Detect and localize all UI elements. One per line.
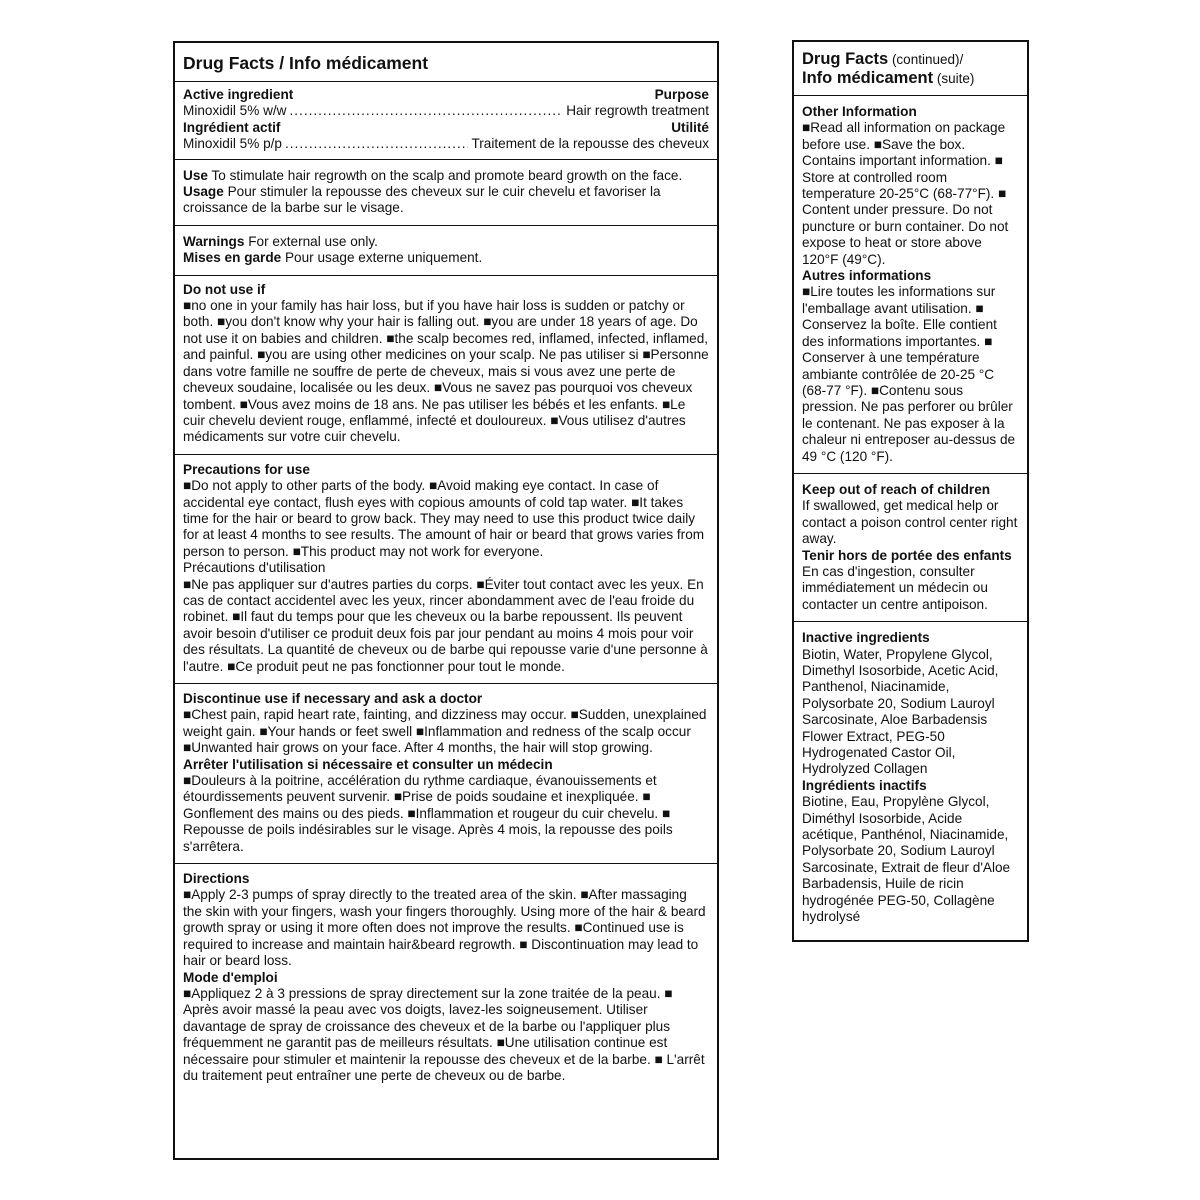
use-section [175, 159, 717, 225]
other-information-heading-fr: Autres informations [802, 268, 932, 284]
active-ingredient-value: Minoxidil 5% w/w [183, 103, 287, 119]
precautions-section [175, 454, 717, 683]
keep-out-heading: Keep out of reach of children [802, 481, 991, 497]
precautions-heading: Precautions for use [183, 461, 310, 477]
title-en: Drug Facts [802, 50, 889, 68]
directions-section [175, 863, 717, 1090]
do-not-use-section [175, 275, 717, 454]
warnings-label: Warnings [183, 233, 245, 249]
title-fr-suffix: (suite) [933, 71, 975, 86]
directions-text-fr: ■Appliquez 2 à 3 pressions de spray directement sur la zone traitée de la peau. ■ Après avoir massé la peau avec vos doigts, lavez-les soigneusement. Utiliser davantage de spray de croissance des cheveux et de la barbe ou l'appliquer plus fréquemment ne garantit pas de meilleurs résultats. ■Une utilisation continue est nécessaire pour stimuler et maintenir la repousse des cheveux et de la barbe. ■ L'arrêt du traitement peut entraîner une perte de cheveux ou de barbe. [183, 985, 705, 1083]
other-information-text-fr: ■Lire toutes les informations sur l'emballage avant utilisation. ■ Conservez la boîte. Elle contient des informations importantes. ■ Conserver à une température ambiante contrôlée de 20-25 °C (68-77 °F). ■Contenu sous pression. Ne pas perforer ou brûler le contenant. Ne pas exposer à la chaleur ni entreposer au-dessus de 49 °C (120 °F). [802, 284, 1016, 464]
leader-dots [285, 136, 468, 152]
inactive-ingredients-text-fr: Biotine, Eau, Propylène Glycol, Diméthyl Isosorbide, Acide acétique, Panthénol, Niacinamide, Polysorbate 20, Sodium Lauroyl Sarcosinate, Extrait de fleur d'Aloe Barbadensis, Huile de ricin hydrogénée PEG-50, Collagène hydrolysé [802, 794, 1011, 925]
discontinue-text-fr: ■Douleurs à la poitrine, accélération du rythme cardiaque, évanouissements et étourdissements peuvent survenir. ■Prise de poids soudaine et inexpliquée. ■ Gonflement des mains ou des pieds. ■Inflammation et rougeur du cuir chevelu. ■ Repousse de poils indésirables sur le visage. Après 4 mois, la repousse des poils s'arrêtera. [183, 773, 673, 854]
drug-facts-title: Drug Facts / Info médicament [183, 53, 429, 73]
do-not-use-heading: Do not use if [183, 281, 266, 297]
warnings-section [175, 225, 717, 275]
active-ingredient-value-fr: Minoxidil 5% p/p [183, 136, 282, 152]
discontinue-heading-fr: Arrêter l'utilisation si nécessaire et consulter un médecin [183, 756, 553, 772]
directions-text: ■Apply 2-3 pumps of spray directly to the treated area of the skin. ■After massaging the skin with your fingers, wash your fingers thoroughly. Using more of the hair & beard growth spray or using it more often does not improve the results. ■Continued use is required to increase and maintain hair&beard regrowth. ■ Discontinuation may lead to hair or beard loss. [183, 887, 706, 969]
warnings-label-fr: Mises en garde [183, 250, 282, 266]
other-information-text: ■Read all information on package before use. ■Save the box. Contains important information. ■ Store at controlled room temperature 20-25°C (68-77°F). ■ Content under pressure. Do not puncture or burn container. Do not expose to heat or store above 120°F (49°C). [802, 120, 1009, 267]
other-information-section [794, 95, 1027, 473]
leader-dots [290, 103, 564, 119]
warnings-text-fr: Pour usage externe uniquement. [281, 250, 483, 266]
drug-facts-continued-panel [792, 40, 1029, 942]
directions-heading: Directions [183, 871, 250, 887]
discontinue-section [175, 683, 717, 863]
discontinue-heading: Discontinue use if necessary and ask a doctor [183, 691, 483, 706]
usage-text: Pour stimuler la repousse des cheveux sur le cuir chevelu et favoriser la croissance de la barbe sur le visage. [183, 184, 661, 216]
precautions-text: ■Do not apply to other parts of the body. ■Avoid making eye contact. In case of accidental eye contact, flush eyes with copious amounts of cold tap water. ■It takes time for the hair or beard to grow back. They may need to use this product twice daily for at least 4 months to see results. The amount of hair or beard that grows varies from person to person. ■This product may not work for everyone. [183, 478, 705, 559]
discontinue-text: ■Chest pain, rapid heart rate, fainting, and dizziness may occur. ■Sudden, unexplained weight gain. ■Your hands or feet swell ■Inflammation and redness of the scalp occur ■Unwanted hair grows on your face. After 4 months, the hair will stop growing. [183, 707, 707, 756]
precautions-heading-fr: Précautions d'utilisation [183, 560, 326, 576]
do-not-use-text: ■no one in your family has hair loss, but if you have hair loss is sudden or patchy or both. ■you don't know why your hair is falling out. ■you are under 18 years of age. Do not use it on babies and children. ■the scalp becomes red, inflamed, infected, inflamed, and painful. ■you are using other medicines on your scalp. Ne pas utiliser si ■Personne dans votre famille ne souffre de perte de cheveux, mais si vous avez une perte de cheveux soudaine, localisée ou les deux. ■Vous ne savez pas pourquoi vos cheveux tombent. ■Vous avez moins de 18 ans. Ne pas utiliser les bébés et les enfants. ■Le cuir chevelu devient rouge, enflammé, infecté et douloureux. ■Vous utilisez d'autres médicaments sur votre cuir chevelu. [183, 298, 709, 445]
keep-out-text: If swallowed, get medical help or contact a poison control center right away. [802, 498, 1018, 547]
keep-out-text-fr: En cas d'ingestion, consulter immédiatement un médecin ou contacter un centre antipoison. [802, 563, 988, 612]
drug-facts-panel [173, 41, 719, 1160]
active-ingredient-label: Active ingredient [183, 87, 294, 102]
title-en-suffix: (continued)/ [888, 52, 964, 67]
purpose-value-fr: Traitement de la repousse des cheveux [471, 136, 709, 152]
purpose-label: Purpose [654, 87, 709, 102]
title-fr: Info médicament [802, 69, 934, 87]
active-ingredient-section [175, 81, 717, 159]
keep-out-of-reach-section [794, 473, 1027, 621]
other-information-heading: Other Information [802, 104, 917, 119]
active-ingredient-label-fr: Ingrédient actif [183, 119, 281, 135]
use-text: To stimulate hair regrowth on the scalp and promote beard growth on the face. [207, 167, 683, 183]
use-label: Use [183, 167, 208, 183]
inactive-ingredients-section [794, 621, 1027, 931]
purpose-label-fr: Utilité [671, 119, 709, 135]
drug-facts-continued-title [794, 42, 1027, 95]
usage-label: Usage [183, 184, 224, 200]
keep-out-heading-fr: Tenir hors de portée des enfants [802, 547, 1012, 563]
precautions-text-fr: ■Ne pas appliquer sur d'autres parties du corps. ■Éviter tout contact avec les yeux. En cas de contact accidentel avec les yeux, rincer abondamment avec de l'eau froide du robinet. ■Il faut du temps pour que les cheveux ou la barbe repoussent. Ils peuvent avoir besoin d'utiliser ce produit deux fois par jour pendant au moins 4 mois pour voir des résultats. La quantité de cheveux ou de barbe qui repousse varie d'une personne à l'autre. ■Ce produit peut ne pas fonctionner pour tout le monde. [183, 576, 708, 674]
purpose-value: Hair regrowth treatment [566, 103, 709, 119]
inactive-ingredients-heading-fr: Ingrédients inactifs [802, 777, 927, 793]
warnings-text: For external use only. [244, 233, 378, 249]
inactive-ingredients-heading: Inactive ingredients [802, 630, 930, 646]
directions-heading-fr: Mode d'emploi [183, 969, 278, 985]
inactive-ingredients-text: Biotin, Water, Propylene Glycol, Dimethyl Isosorbide, Acetic Acid, Panthenol, Niacinamide, Polysorbate 20, Sodium Lauroyl Sarcosinate, Aloe Barbadensis Flower Extract, PEG-50 Hydrogenated Castor Oil, Hydrolyzed Collagen [802, 646, 999, 777]
